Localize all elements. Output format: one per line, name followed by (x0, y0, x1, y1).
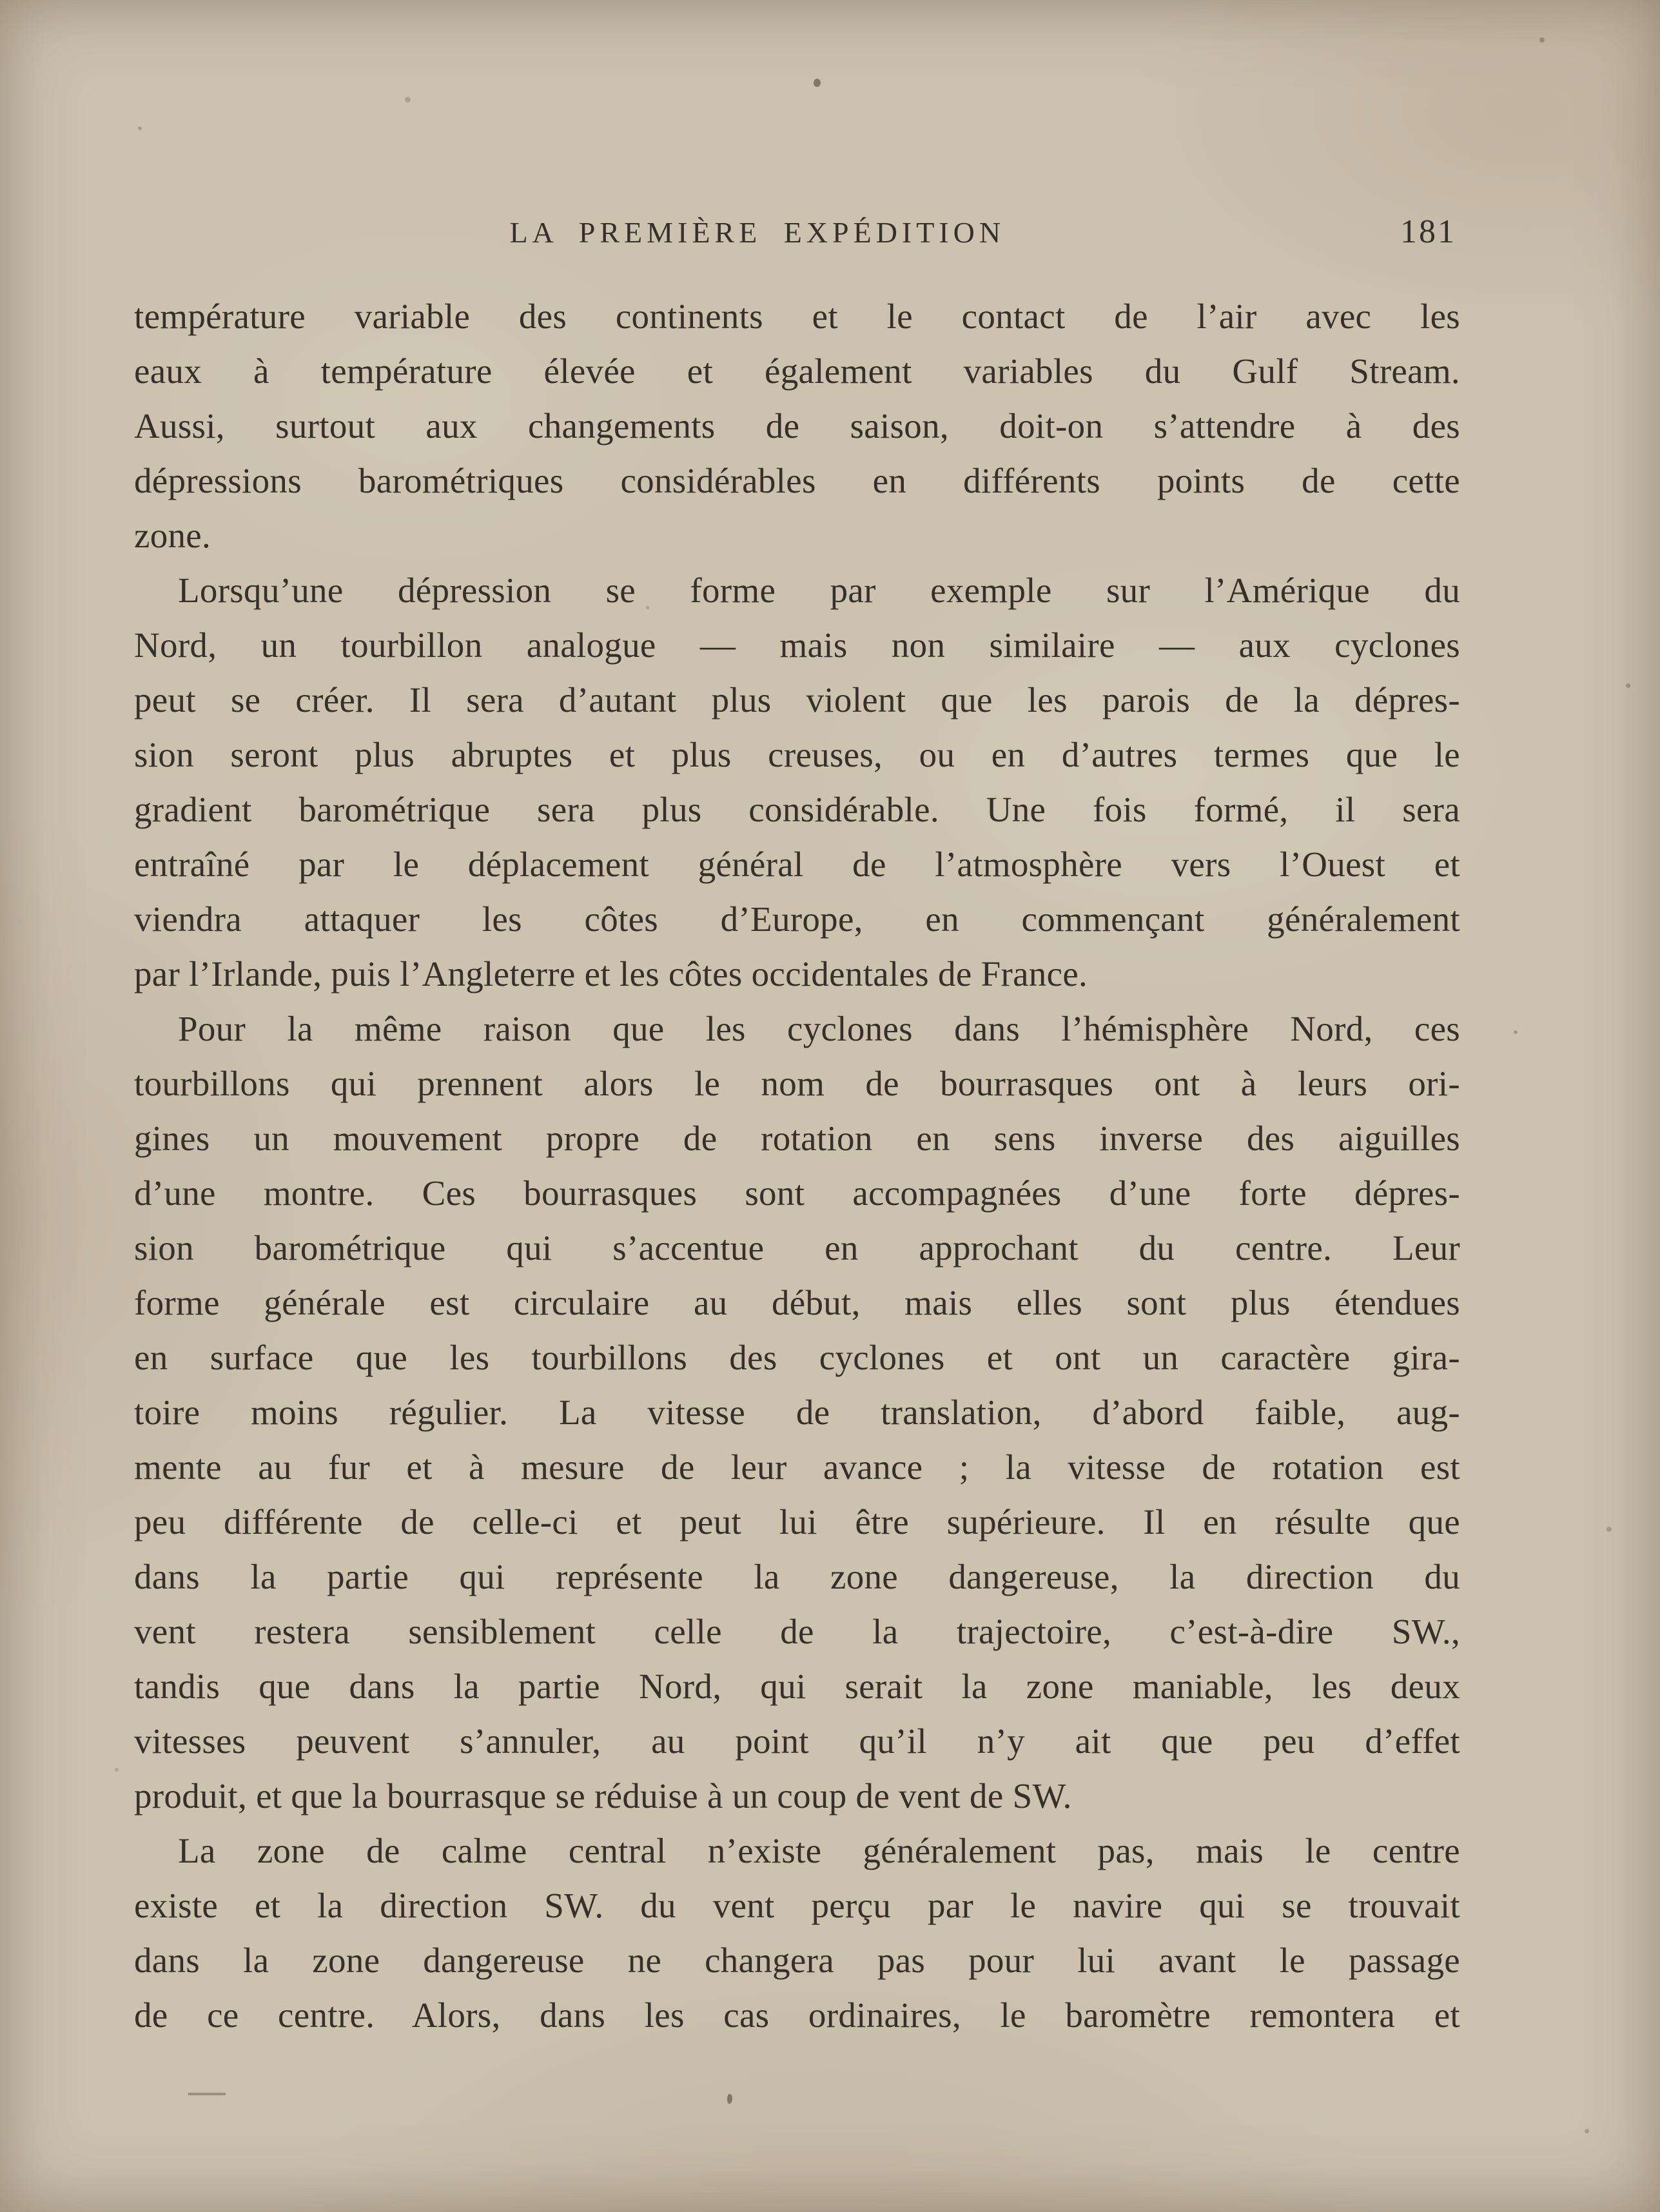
text-line: viendra attaquer les côtes d’Europe, en commençant généralement (134, 899, 1460, 939)
text-line: Lorsqu’une dépression se forme par exemple sur l’Amérique du (178, 571, 1460, 610)
text-line: de ce centre. Alors, dans les cas ordinaires, le baromètre remontera et (134, 1995, 1460, 2035)
text-line: tourbillons qui prennent alors le nom de bourrasques ont à leurs ori- (134, 1064, 1460, 1103)
stray-ink-mark (727, 2094, 732, 2104)
text-line: par l’Irlande, puis l’Angleterre et les côtes occidentales de France. (134, 954, 1088, 993)
text-line: eaux à température élevée et également variables du Gulf Stream. (134, 351, 1460, 391)
text-line: vitesses peuvent s’annuler, au point qu’il n’y ait que peu d’effet (134, 1721, 1460, 1761)
paragraph (134, 1001, 1460, 1823)
text-line: peut se créer. Il sera d’autant plus violent que les parois de la dépres- (134, 680, 1460, 719)
text-line: vent restera sensiblement celle de la trajectoire, c’est-à-dire SW., (134, 1612, 1460, 1651)
text-line: d’une montre. Ces bourrasques sont accompagnées d’une forte dépres- (134, 1173, 1460, 1213)
text-line: zone. (134, 516, 211, 555)
text-line: gradient barométrique sera plus considérable. Une fois formé, il sera (134, 790, 1460, 829)
text-line: peu différente de celle-ci et peut lui être supérieure. Il en résulte que (134, 1502, 1460, 1542)
text-line: en surface que les tourbillons des cyclones et ont un caractère gira- (134, 1338, 1460, 1377)
text-line: forme générale est circulaire au début, mais elles sont plus étendues (134, 1283, 1460, 1322)
text-line: dans la zone dangereuse ne changera pas pour lui avant le passage (134, 1941, 1460, 1980)
paper-speck (1514, 1030, 1518, 1034)
page-number: 181 (1400, 213, 1456, 250)
text-line: entraîné par le déplacement général de l’atmosphère vers l’Ouest et (134, 845, 1460, 884)
text-line: mente au fur et à mesure de leur avance ; la vitesse de rotation est (134, 1447, 1460, 1487)
text-line: La zone de calme central n’existe généralement pas, mais le centre (178, 1831, 1460, 1870)
paper-speck (1539, 37, 1545, 43)
text-line: produit, et que la bourrasque se réduise à un coup de vent de SW. (134, 1776, 1072, 1816)
paper-speck (814, 79, 821, 87)
text-line: Aussi, surtout aux changements de saison, doit-on s’attendre à des (134, 406, 1460, 445)
paper-speck (1606, 1527, 1612, 1532)
paper-speck (1626, 683, 1630, 688)
text-line: tandis que dans la partie Nord, qui serait la zone maniable, les deux (134, 1667, 1460, 1706)
text-line: Nord, un tourbillon analogue — mais non similaire — aux cyclones (134, 625, 1460, 665)
text-line: dépressions barométriques considérables en différents points de cette (134, 461, 1460, 500)
paper-speck (138, 126, 142, 130)
text-line: Pour la même raison que les cyclones dans l’hémisphère Nord, ces (178, 1009, 1460, 1048)
paragraph (134, 1823, 1460, 2042)
paragraph (134, 563, 1460, 1001)
text-line: dans la partie qui représente la zone dangereuse, la direction du (134, 1557, 1460, 1596)
text-line: toire moins régulier. La vitesse de translation, d’abord faible, aug- (134, 1393, 1460, 1432)
page-header (134, 211, 1460, 263)
paragraph (134, 289, 1460, 563)
text-line: sion seront plus abruptes et plus creuses, ou en d’autres termes que le (134, 735, 1460, 774)
text-block (134, 289, 1460, 2042)
stray-ink-mark (188, 2093, 226, 2095)
paper-speck (115, 1768, 119, 1772)
text-line: température variable des continents et le contact de l’air avec les (134, 297, 1460, 336)
paper-speck (405, 97, 411, 103)
text-line: sion barométrique qui s’accentue en approchant du centre. Leur (134, 1228, 1460, 1267)
running-title: LA PREMIÈRE EXPÉDITION (509, 216, 1006, 249)
text-line: existe et la direction SW. du vent perçu par le navire qui se trouvait (134, 1886, 1460, 1925)
text-line: gines un mouvement propre de rotation en sens inverse des aiguilles (134, 1119, 1460, 1158)
paper-speck (1585, 2129, 1589, 2133)
